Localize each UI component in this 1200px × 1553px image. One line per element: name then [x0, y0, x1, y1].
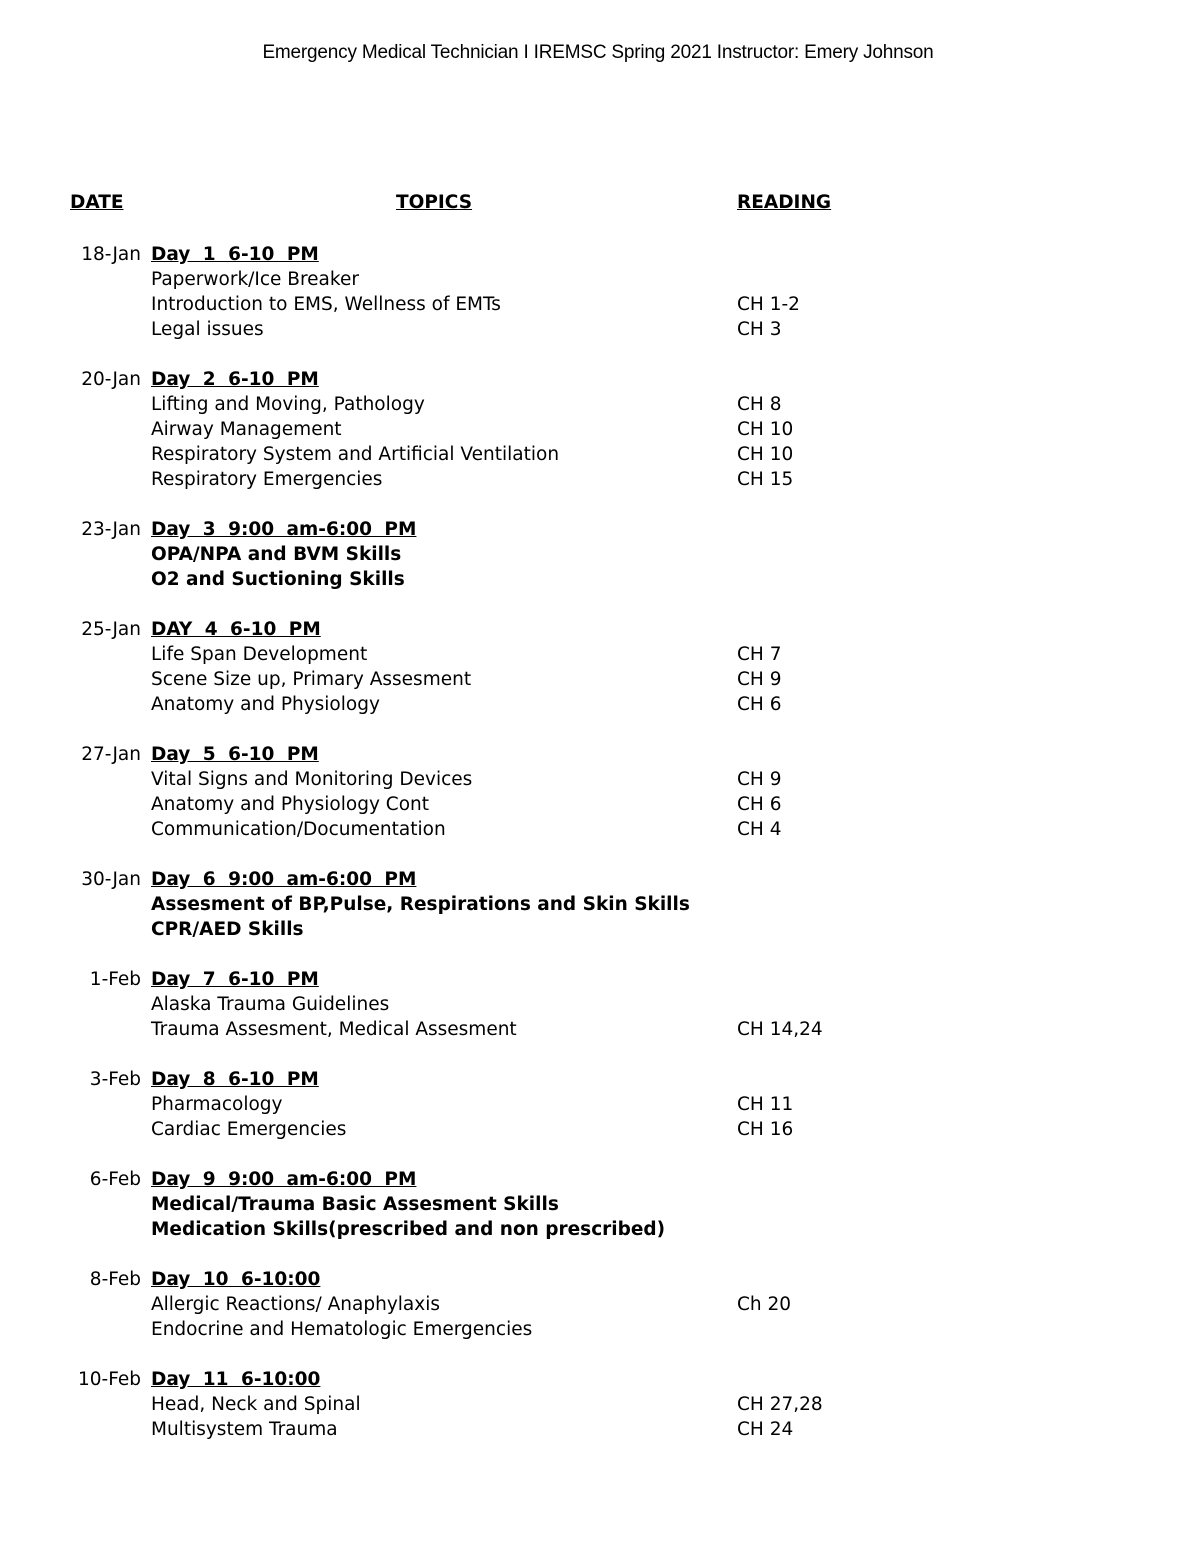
topic-row [0, 542, 1200, 567]
day-title: Day 2 6-10 PM [151, 369, 319, 390]
day-block [0, 1067, 1200, 1142]
day-block [0, 1267, 1200, 1342]
topic-text: Legal issues [151, 319, 264, 340]
topic-row [0, 417, 1200, 442]
day-block [0, 617, 1200, 717]
day-title: Day 5 6-10 PM [151, 744, 319, 765]
day-header-row [0, 1267, 1200, 1292]
day-date: 18-Jan [81, 244, 141, 265]
topic-text: Paperwork/Ice Breaker [151, 269, 359, 290]
reading-chapter: Ch 20 [737, 1294, 792, 1315]
topic-text: Pharmacology [151, 1094, 283, 1115]
topic-row [0, 1017, 1200, 1042]
topic-text: Multisystem Trauma [151, 1419, 338, 1440]
topic-text: Assesment of BP,Pulse, Respirations and Skin Skills [151, 894, 690, 915]
reading-chapter: CH 3 [737, 319, 782, 340]
topic-text: Medication Skills(prescribed and non prescribed) [151, 1219, 666, 1240]
topic-text: Introduction to EMS, Wellness of EMTs [151, 294, 501, 315]
column-header-date: DATE [70, 192, 124, 213]
day-title: Day 3 9:00 am-6:00 PM [151, 519, 417, 540]
reading-chapter: CH 10 [737, 444, 794, 465]
reading-chapter: CH 7 [737, 644, 782, 665]
topic-text: Respiratory Emergencies [151, 469, 383, 490]
day-date: 27-Jan [81, 744, 141, 765]
reading-chapter: CH 8 [737, 394, 782, 415]
topic-row [0, 1317, 1200, 1342]
page-header: Emergency Medical Technician I IREMSC Spring 2021 Instructor: Emery Johnson [262, 42, 934, 63]
reading-chapter: CH 9 [737, 769, 782, 790]
topic-row [0, 267, 1200, 292]
day-date: 6-Feb [89, 1169, 141, 1190]
topic-row [0, 917, 1200, 942]
day-block [0, 967, 1200, 1042]
day-block [0, 1367, 1200, 1442]
day-header-row [0, 1067, 1200, 1092]
topic-row [0, 817, 1200, 842]
reading-chapter: CH 6 [737, 694, 782, 715]
topic-row [0, 1417, 1200, 1442]
topic-row [0, 1392, 1200, 1417]
topic-row [0, 792, 1200, 817]
topic-text: CPR/AED Skills [151, 919, 304, 940]
day-block [0, 1167, 1200, 1242]
topic-text: Anatomy and Physiology [151, 694, 380, 715]
reading-chapter: CH 24 [737, 1419, 794, 1440]
day-date: 25-Jan [81, 619, 141, 640]
day-title: Day 6 9:00 am-6:00 PM [151, 869, 417, 890]
topic-row [0, 1117, 1200, 1142]
topic-row [0, 892, 1200, 917]
topic-row [0, 317, 1200, 342]
reading-chapter: CH 14,24 [737, 1019, 823, 1040]
reading-chapter: CH 15 [737, 469, 794, 490]
day-date: 23-Jan [81, 519, 141, 540]
topic-row [0, 992, 1200, 1017]
topic-row [0, 1217, 1200, 1242]
day-date: 8-Feb [89, 1269, 141, 1290]
topic-text: Respiratory System and Artificial Ventilation [151, 444, 560, 465]
day-date: 20-Jan [81, 369, 141, 390]
topic-text: Lifting and Moving, Pathology [151, 394, 425, 415]
reading-chapter: CH 6 [737, 794, 782, 815]
column-header-reading: READING [737, 192, 832, 213]
topic-text: Allergic Reactions/ Anaphylaxis [151, 1294, 440, 1315]
day-date: 10-Feb [78, 1369, 141, 1390]
topic-text: Anatomy and Physiology Cont [151, 794, 429, 815]
topic-row [0, 1192, 1200, 1217]
topic-text: Medical/Trauma Basic Assesment Skills [151, 1194, 559, 1215]
day-title: DAY 4 6-10 PM [151, 619, 321, 640]
day-header-row [0, 367, 1200, 392]
topic-text: Endocrine and Hematologic Emergencies [151, 1319, 533, 1340]
day-header-row [0, 242, 1200, 267]
topic-row [0, 767, 1200, 792]
day-header-row [0, 867, 1200, 892]
topic-text: Vital Signs and Monitoring Devices [151, 769, 473, 790]
day-block [0, 867, 1200, 942]
topic-row [0, 1292, 1200, 1317]
topic-text: Trauma Assesment, Medical Assesment [151, 1019, 517, 1040]
day-title: Day 1 6-10 PM [151, 244, 319, 265]
day-header-row [0, 1367, 1200, 1392]
day-block [0, 742, 1200, 842]
topic-row [0, 292, 1200, 317]
reading-chapter: CH 16 [737, 1119, 794, 1140]
topic-text: Life Span Development [151, 644, 368, 665]
day-title: Day 7 6-10 PM [151, 969, 319, 990]
day-header-row [0, 617, 1200, 642]
topic-text: O2 and Suctioning Skills [151, 569, 405, 590]
topic-row [0, 442, 1200, 467]
day-header-row [0, 517, 1200, 542]
reading-chapter: CH 4 [737, 819, 782, 840]
schedule-table [0, 242, 1200, 1467]
day-header-row [0, 742, 1200, 767]
day-block [0, 517, 1200, 592]
day-date: 30-Jan [81, 869, 141, 890]
topic-row [0, 692, 1200, 717]
day-block [0, 242, 1200, 342]
topic-text: Airway Management [151, 419, 342, 440]
reading-chapter: CH 27,28 [737, 1394, 823, 1415]
topic-text: OPA/NPA and BVM Skills [151, 544, 402, 565]
day-date: 1-Feb [89, 969, 141, 990]
topic-text: Cardiac Emergencies [151, 1119, 347, 1140]
day-title: Day 9 9:00 am-6:00 PM [151, 1169, 417, 1190]
topic-row [0, 642, 1200, 667]
day-block [0, 367, 1200, 492]
topic-row [0, 1092, 1200, 1117]
reading-chapter: CH 9 [737, 669, 782, 690]
topic-row [0, 667, 1200, 692]
topic-text: Communication/Documentation [151, 819, 446, 840]
reading-chapter: CH 11 [737, 1094, 794, 1115]
day-header-row [0, 967, 1200, 992]
day-title: Day 10 6-10:00 [151, 1269, 321, 1290]
topic-text: Alaska Trauma Guidelines [151, 994, 390, 1015]
reading-chapter: CH 1-2 [737, 294, 800, 315]
reading-chapter: CH 10 [737, 419, 794, 440]
topic-row [0, 392, 1200, 417]
day-title: Day 8 6-10 PM [151, 1069, 319, 1090]
day-header-row [0, 1167, 1200, 1192]
topic-text: Head, Neck and Spinal [151, 1394, 361, 1415]
day-title: Day 11 6-10:00 [151, 1369, 321, 1390]
column-header-topics: TOPICS [396, 192, 473, 213]
topic-row [0, 567, 1200, 592]
topic-row [0, 467, 1200, 492]
topic-text: Scene Size up, Primary Assesment [151, 669, 472, 690]
day-date: 3-Feb [89, 1069, 141, 1090]
